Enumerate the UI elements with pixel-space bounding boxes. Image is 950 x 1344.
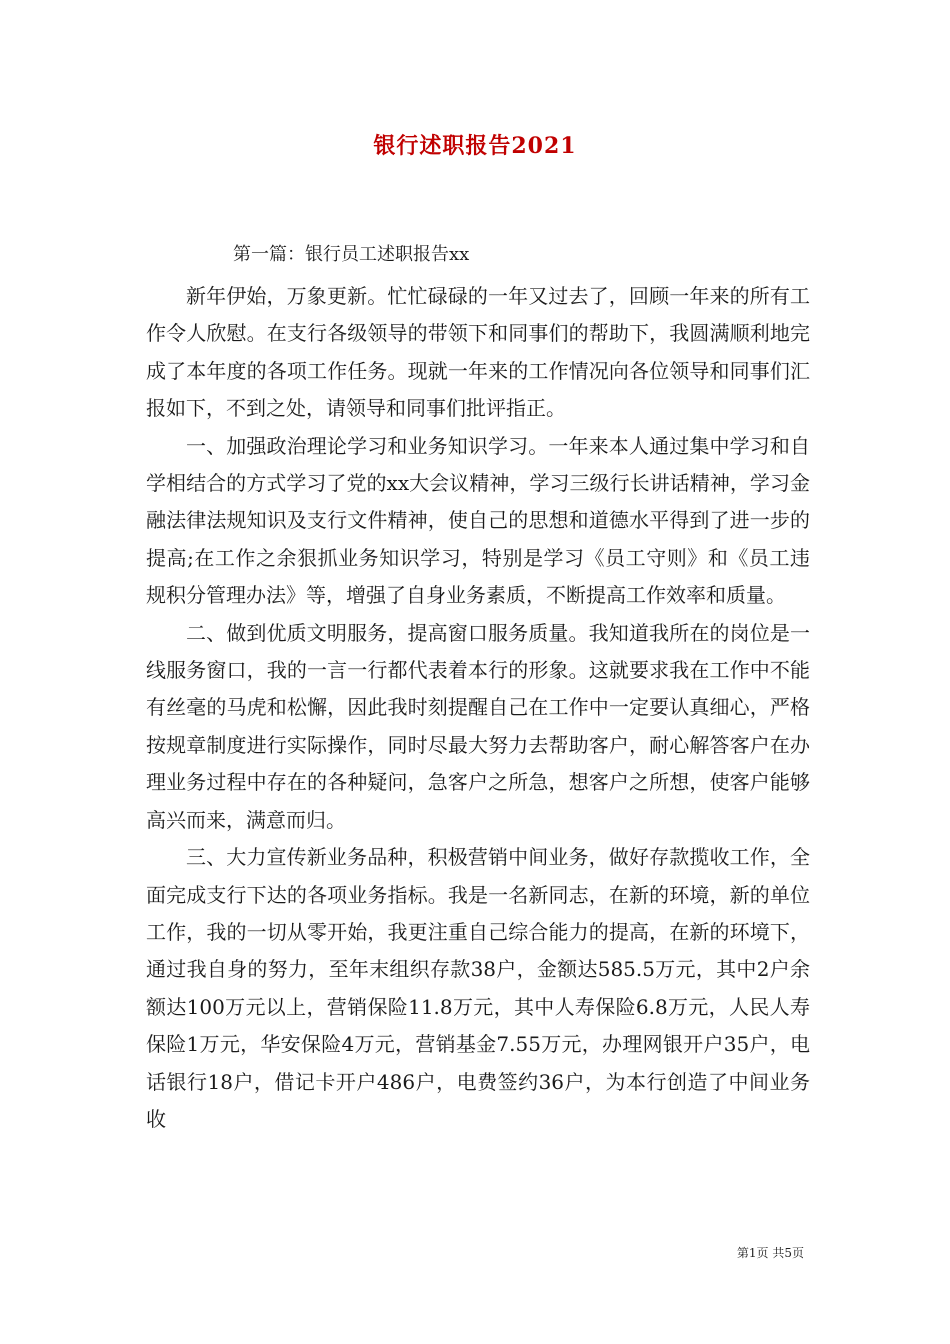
document-body bbox=[146, 278, 810, 1138]
document-subtitle: 第一篇：银行员工述职报告xx bbox=[233, 244, 470, 265]
paragraph-intro: 新年伊始，万象更新。忙忙碌碌的一年又过去了，回顾一年来的所有工作令人欣慰。在支行各级领导的带领下和同事们的帮助下，我圆满顺利地完成了本年度的各项工作任务。现就一年来的工作情况向各位领导和同事们汇报如下，不到之处，请领导和同事们批评指正。 bbox=[146, 284, 810, 421]
document-title: 银行述职报告2021 bbox=[373, 133, 577, 159]
paragraph-section-2: 二、做到优质文明服务，提高窗口服务质量。我知道我所在的岗位是一线服务窗口，我的一言一行都代表着本行的形象。这就要求我在工作中不能有丝毫的马虎和松懈，因此我时刻提醒自己在工作中一定要认真细心，严格按规章制度进行实际操作，同时尽最大努力去帮助客户，耐心解答客户在办理业务过程中存在的各种疑问，急客户之所急，想客户之所想，使客户能够高兴而来，满意而归。 bbox=[146, 620, 810, 832]
page-number-footer: 第1页 共5页 bbox=[736, 1246, 804, 1260]
paragraph-section-3: 三、大力宣传新业务品种，积极营销中间业务，做好存款揽收工作，全面完成支行下达的各项业务指标。我是一名新同志，在新的环境，新的单位工作，我的一切从零开始，我更注重自己综合能力的提高，在新的环境下，通过我自身的努力，至年末组织存款38户，金额达585.5万元，其中2户余额达100万元以上，营销保险11.8万元，其中人寿保险6.8万元，人民人寿保险1万元，华安保险4万元，营销基金7.55万元，办理网银开户35户，电话银行18户，借记卡开户486户，电费签约36户，为本行创造了中间业务收 bbox=[146, 845, 810, 1131]
paragraph-section-1: 一、加强政治理论学习和业务知识学习。一年来本人通过集中学习和自学相结合的方式学习了党的xx大会议精神，学习三级行长讲话精神，学习金融法律法规知识及支行文件精神，使自己的思想和道德水平得到了进一步的提高;在工作之余狠抓业务知识学习，特别是学习《员工守则》和《员工违规积分管理办法》等，增强了自身业务素质，不断提高工作效率和质量。 bbox=[146, 433, 810, 608]
